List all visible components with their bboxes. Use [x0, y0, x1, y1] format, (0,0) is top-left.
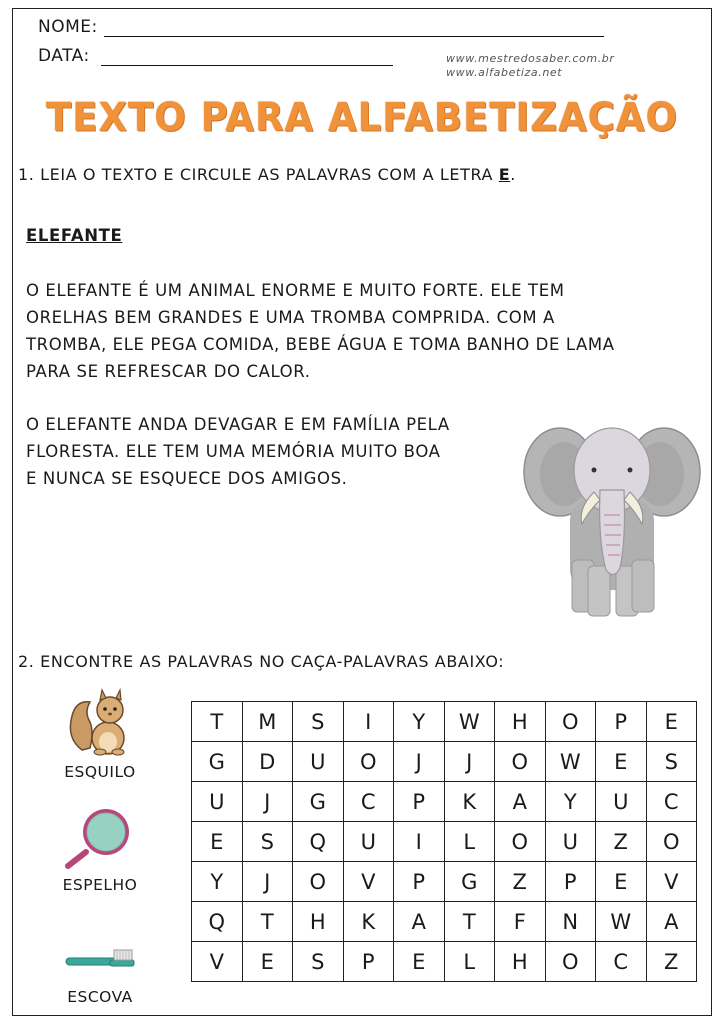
grid-cell[interactable]: O — [545, 942, 596, 982]
name-label: NOME: — [38, 17, 98, 37]
story-paragraph-1 — [26, 277, 615, 385]
grid-cell[interactable]: A — [394, 902, 445, 942]
grid-cell[interactable]: I — [394, 822, 445, 862]
story-line: TROMBA, ELE PEGA COMIDA, BEBE ÁGUA E TOMA BANHO DE LAMA — [26, 335, 615, 354]
grid-cell[interactable]: S — [646, 742, 697, 782]
grid-cell[interactable]: J — [444, 742, 495, 782]
date-field[interactable] — [101, 65, 393, 66]
grid-row — [192, 782, 697, 822]
question-1-end: . — [510, 165, 516, 184]
question-1 — [18, 165, 516, 184]
grid-cell[interactable]: P — [545, 862, 596, 902]
word-label-espelho: ESPELHO — [62, 876, 138, 894]
date-label: DATA: — [38, 46, 90, 66]
grid-cell[interactable]: V — [646, 862, 697, 902]
word-label-escova: ESCOVA — [67, 988, 133, 1006]
grid-cell[interactable]: C — [343, 782, 394, 822]
grid-row — [192, 862, 697, 902]
grid-cell[interactable]: J — [242, 862, 293, 902]
grid-cell[interactable]: H — [293, 902, 344, 942]
grid-cell[interactable]: O — [343, 742, 394, 782]
grid-cell[interactable]: T — [444, 902, 495, 942]
story-line: E NUNCA SE ESQUECE DOS AMIGOS. — [26, 469, 348, 488]
grid-row — [192, 902, 697, 942]
grid-row — [192, 742, 697, 782]
question-2: 2. ENCONTRE AS PALAVRAS NO CAÇA-PALAVRAS ABAIXO: — [18, 652, 505, 671]
grid-cell[interactable]: P — [596, 702, 647, 742]
grid-cell[interactable]: P — [394, 862, 445, 902]
grid-cell[interactable]: F — [495, 902, 546, 942]
grid-cell[interactable]: Y — [545, 782, 596, 822]
grid-cell[interactable]: H — [495, 942, 546, 982]
grid-cell[interactable]: C — [596, 942, 647, 982]
grid-cell[interactable]: T — [192, 702, 243, 742]
grid-cell[interactable]: L — [444, 822, 495, 862]
grid-cell[interactable]: E — [596, 862, 647, 902]
grid-cell[interactable]: J — [242, 782, 293, 822]
grid-row — [192, 942, 697, 982]
grid-cell[interactable]: E — [646, 702, 697, 742]
grid-cell[interactable]: G — [293, 782, 344, 822]
grid-cell[interactable]: Y — [394, 702, 445, 742]
grid-cell[interactable]: V — [343, 862, 394, 902]
grid-cell[interactable]: Z — [495, 862, 546, 902]
story-line: O ELEFANTE É UM ANIMAL ENORME E MUITO FORTE. ELE TEM — [26, 281, 565, 300]
grid-cell[interactable]: M — [242, 702, 293, 742]
grid-cell[interactable]: U — [596, 782, 647, 822]
grid-cell[interactable]: W — [545, 742, 596, 782]
grid-cell[interactable]: E — [394, 942, 445, 982]
word-search-grid — [191, 701, 697, 982]
grid-cell[interactable]: V — [192, 942, 243, 982]
story-line: O ELEFANTE ANDA DEVAGAR E EM FAMÍLIA PELA — [26, 415, 450, 434]
question-1-text: 1. LEIA O TEXTO E CIRCULE AS PALAVRAS COM A LETRA — [18, 165, 499, 184]
grid-cell[interactable]: G — [444, 862, 495, 902]
grid-cell[interactable]: S — [242, 822, 293, 862]
site-link-2: www.alfabetiza.net — [446, 66, 563, 79]
grid-cell[interactable]: O — [646, 822, 697, 862]
grid-cell[interactable]: L — [444, 942, 495, 982]
grid-cell[interactable]: U — [545, 822, 596, 862]
grid-cell[interactable]: A — [495, 782, 546, 822]
grid-cell[interactable]: E — [242, 942, 293, 982]
grid-row — [192, 822, 697, 862]
story-line: PARA SE REFRESCAR DO CALOR. — [26, 362, 311, 381]
grid-cell[interactable]: Q — [293, 822, 344, 862]
story-line: ORELHAS BEM GRANDES E UMA TROMBA COMPRIDA. COM A — [26, 308, 555, 327]
grid-cell[interactable]: E — [192, 822, 243, 862]
story-line: FLORESTA. ELE TEM UMA MEMÓRIA MUITO BOA — [26, 442, 441, 461]
grid-cell[interactable]: O — [545, 702, 596, 742]
grid-cell[interactable]: S — [293, 942, 344, 982]
site-link-1: www.mestredosaber.com.br — [446, 52, 615, 65]
grid-cell[interactable]: P — [343, 942, 394, 982]
grid-cell[interactable]: W — [596, 902, 647, 942]
grid-cell[interactable]: U — [192, 782, 243, 822]
grid-cell[interactable]: Y — [192, 862, 243, 902]
grid-cell[interactable]: O — [495, 822, 546, 862]
grid-cell[interactable]: C — [646, 782, 697, 822]
grid-cell[interactable]: J — [394, 742, 445, 782]
grid-cell[interactable]: A — [646, 902, 697, 942]
page-title: TEXTO PARA ALFABETIZAÇÃO — [45, 94, 679, 141]
word-label-esquilo: ESQUILO — [64, 763, 136, 781]
grid-cell[interactable]: N — [545, 902, 596, 942]
squirrel-icon — [64, 688, 136, 760]
toothbrush-icon — [62, 946, 138, 972]
grid-cell[interactable]: S — [293, 702, 344, 742]
grid-cell[interactable]: K — [444, 782, 495, 822]
story-paragraph-2 — [26, 411, 450, 492]
grid-cell[interactable]: K — [343, 902, 394, 942]
grid-cell[interactable]: Z — [596, 822, 647, 862]
grid-row — [192, 702, 697, 742]
question-1-letter: E — [498, 165, 511, 184]
grid-cell[interactable]: G — [192, 742, 243, 782]
grid-cell[interactable]: U — [293, 742, 344, 782]
elephant-icon — [522, 420, 702, 620]
grid-cell[interactable]: Z — [646, 942, 697, 982]
grid-cell[interactable]: I — [343, 702, 394, 742]
mirror-icon — [62, 806, 138, 872]
grid-cell[interactable]: D — [242, 742, 293, 782]
grid-cell[interactable]: W — [444, 702, 495, 742]
grid-cell[interactable]: U — [343, 822, 394, 862]
name-field[interactable] — [104, 36, 604, 37]
grid-cell[interactable]: T — [242, 902, 293, 942]
story-heading: ELEFANTE — [26, 226, 123, 245]
grid-cell[interactable]: O — [293, 862, 344, 902]
grid-cell[interactable]: Q — [192, 902, 243, 942]
grid-cell[interactable]: H — [495, 702, 546, 742]
grid-cell[interactable]: P — [394, 782, 445, 822]
grid-cell[interactable]: O — [495, 742, 546, 782]
grid-cell[interactable]: E — [596, 742, 647, 782]
